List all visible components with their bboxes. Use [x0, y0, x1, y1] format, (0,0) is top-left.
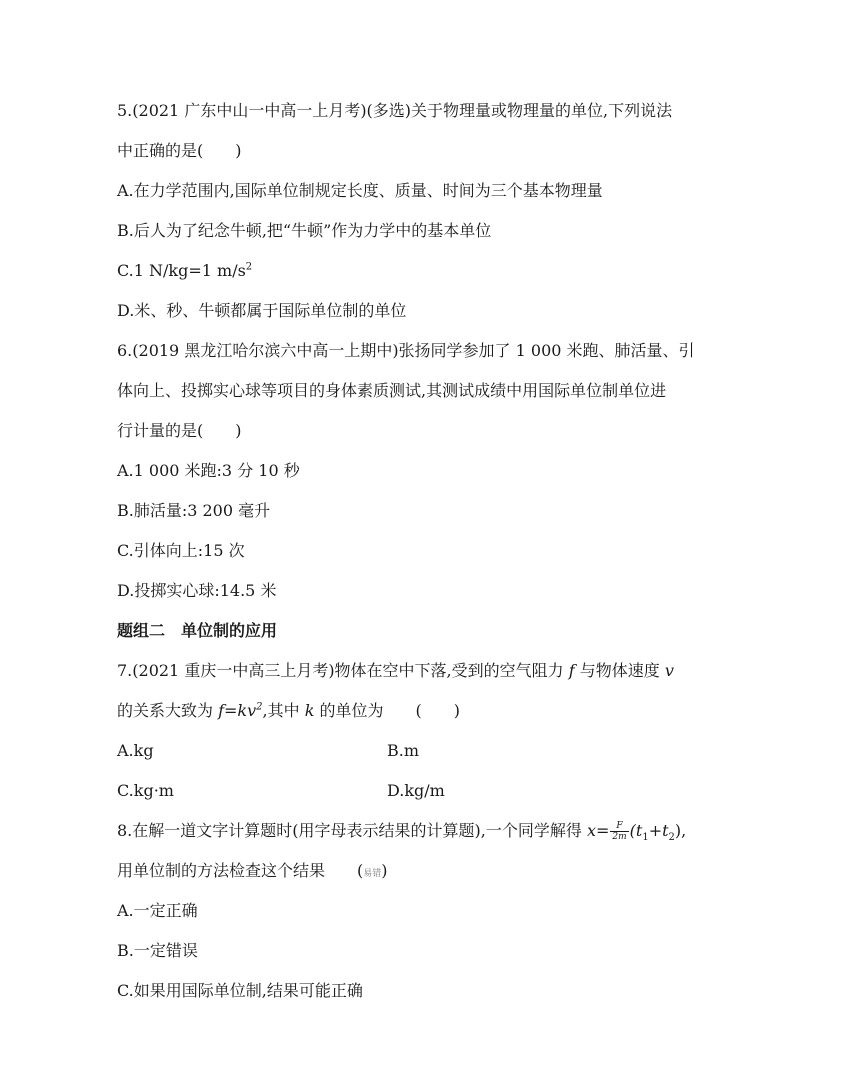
q7-stem-line2	[117, 701, 460, 721]
q5-option-c-text: C.1 N/kg=1 m/s	[117, 261, 246, 280]
q8-text-c: )	[381, 861, 388, 880]
q8-sub-1: 1	[642, 832, 649, 844]
q6-option-d: D.投掷实心球:14.5 米	[117, 581, 277, 600]
q8-fraction-denominator: 2m	[612, 832, 627, 842]
q6-option-b: B.肺活量:3 200 毫升	[117, 501, 271, 520]
q7-text-a: 7.(2021 重庆一中高三上月考)物体在空中下落,受到的空气阻力	[117, 661, 569, 680]
section-heading: 题组二 单位制的应用	[117, 621, 278, 640]
q7-formula: f=kv	[218, 701, 257, 720]
q8-text-b: 用单位制的方法检查这个结果 (	[117, 861, 364, 880]
q8-option-b: B.一定错误	[117, 941, 198, 960]
q5-option-b: B.后人为了纪念牛顿,把“牛顿”作为力学中的基本单位	[117, 221, 492, 240]
q8-formula-end: ),	[674, 821, 687, 840]
q8-text-a: 8.在解一道文字计算题时(用字母表示结果的计算题),一个同学解得	[117, 821, 587, 840]
q5-option-c-exponent: 2	[245, 261, 253, 273]
q7-text-e: 的单位为 ( )	[314, 701, 460, 720]
q8-fraction-numerator: F	[610, 821, 628, 832]
q5-option-d: D.米、秒、牛顿都属于国际单位制的单位	[117, 301, 407, 320]
q7-formula-exponent: 2	[256, 701, 263, 713]
q5-option-c	[117, 261, 252, 281]
q5-option-a: A.在力学范围内,国际单位制规定长度、质量、时间为三个基本物理量	[117, 181, 603, 200]
q8-formula-plus: +t	[648, 821, 669, 840]
q8-formula-x: x=	[586, 821, 610, 840]
q7-var-k: k	[304, 701, 315, 720]
q8-option-c: C.如果用国际单位制,结果可能正确	[117, 981, 363, 1000]
q7-option-d: D.kg/m	[387, 781, 445, 800]
q7-option-c: C.kg·m	[117, 781, 174, 800]
q8-formula-paren: (t	[629, 821, 643, 840]
q7-text-d: ,其中	[262, 701, 305, 720]
q8-option-a: A.一定正确	[117, 901, 198, 920]
q7-text-c: 的关系大致为	[117, 701, 219, 720]
q6-option-a: A.1 000 米跑:3 分 10 秒	[117, 461, 300, 480]
q8-stem-line1	[117, 821, 686, 842]
q8-stem-line2	[117, 861, 388, 884]
q6-stem-line3: 行计量的是( )	[117, 421, 242, 440]
q7-option-a: A.kg	[117, 741, 154, 760]
q7-text-b: 与物体速度	[574, 661, 665, 680]
q7-var-v: v	[664, 661, 674, 680]
q6-option-c: C.引体向上:15 次	[117, 541, 245, 560]
q8-sub-2: 2	[668, 832, 675, 844]
q6-stem-line1: 6.(2019 黑龙江哈尔滨六中高一上期中)张扬同学参加了 1 000 米跑、肺活量、引	[117, 341, 695, 360]
q7-stem-line1	[117, 661, 674, 681]
q8-difficulty-tag: 易错	[363, 869, 382, 879]
q5-stem-line1: 5.(2021 广东中山一中高一上月考)(多选)关于物理量或物理量的单位,下列说法	[117, 101, 673, 120]
q8-fraction	[610, 821, 628, 842]
q7-var-f: f	[568, 661, 575, 680]
q6-stem-line2: 体向上、投掷实心球等项目的身体素质测试,其测试成绩中用国际单位制单位进	[117, 381, 667, 400]
q7-option-b: B.m	[387, 741, 420, 760]
q5-stem-line2: 中正确的是( )	[117, 141, 242, 160]
